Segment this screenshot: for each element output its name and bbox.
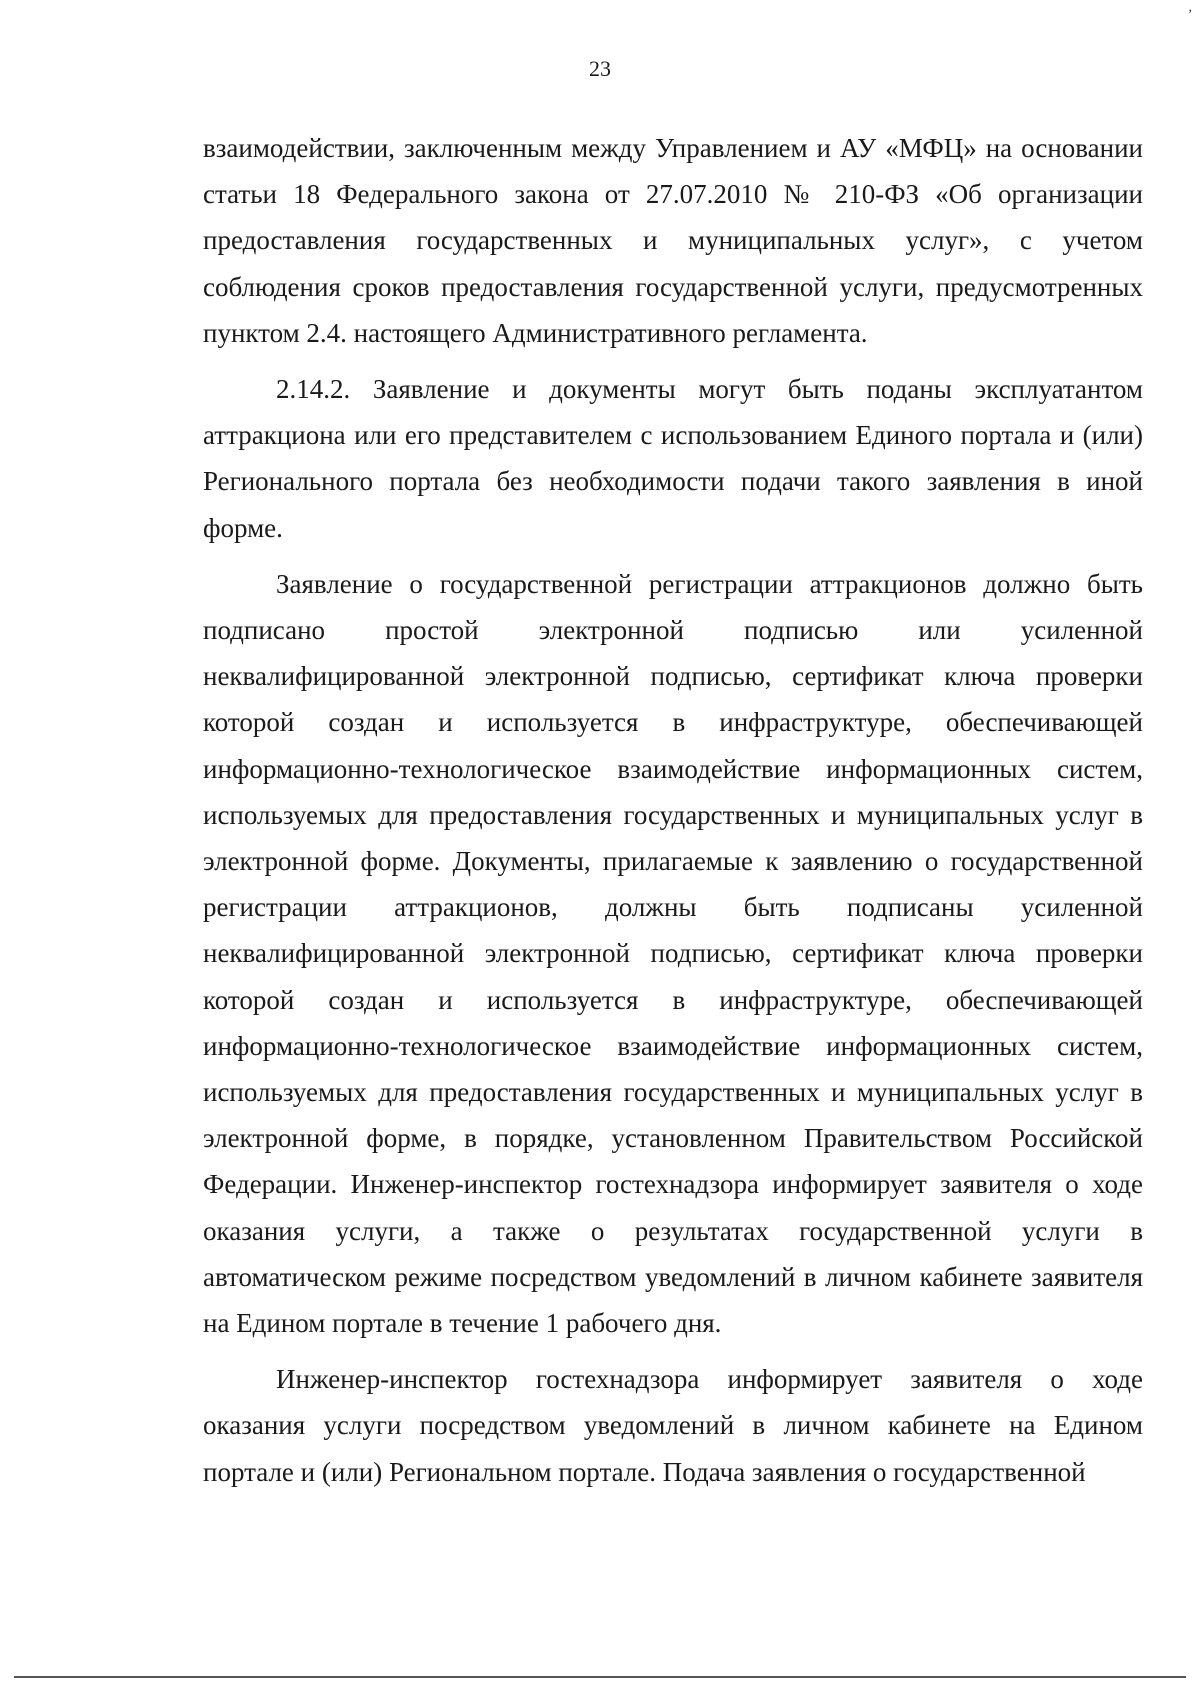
paragraph-2-14-2: 2.14.2. Заявление и документы могут быть поданы эксплуатантом аттракциона или его представителем с использованием Единого портала и (или) Регионального портала без необходимости подачи такого заявления в иной форме. <box>203 374 1143 543</box>
paragraph-signature-requirements: Заявление о государственной регистрации аттракционов должно быть подписано простой электронной подписью или усиленной неквалифицированной электронной подписью, сертификат ключа проверки которой создан и используется в инфраструктуре, обеспечивающей информационно-технологическое взаимодействие информационных систем, используемых для предоставления государственных и муниципальных услуг в электронной форме. Документы, прилагаемые к заявлению о государственной регистрации аттракционов, должны быть подписаны усиленной неквалифицированной электронной подписью, сертификат ключа проверки которой создан и используется в инфраструктуре, обеспечивающей информационно-технологическое взаимодействие информационных систем, используемых для предоставления государственных и муниципальных услуг в электронной форме, в порядке, установленном Правительством Российской Федерации. Инженер-инспектор гостехнадзора информирует заявителя о ходе оказания услуги, а также о результатах государственной услуги в автоматическом режиме посредством уведомлений в личном кабинете заявителя на Едином портале в течение 1 рабочего дня. <box>203 568 1143 1339</box>
bottom-divider <box>14 1676 1186 1678</box>
document-body <box>203 125 1143 1495</box>
scan-mark: , <box>1188 0 1192 15</box>
page-number: 23 <box>589 56 611 81</box>
paragraph-continuation: взаимодействии, заключенным между Управлением и АУ «МФЦ» на основании статьи 18 Федерального закона от 27.07.2010 № 210-ФЗ «Об организации предоставления государственных и муниципальных услуг», с учетом соблюдения сроков предоставления государственной услуги, предусмотренных пунктом 2.4. настоящего Административного регламента. <box>203 133 1143 348</box>
paragraph-notification: Инженер-инспектор гостехнадзора информирует заявителя о ходе оказания услуги посредством уведомлений в личном кабинете на Едином портале и (или) Региональном портале. Подача заявления о государственной <box>203 1364 1143 1487</box>
